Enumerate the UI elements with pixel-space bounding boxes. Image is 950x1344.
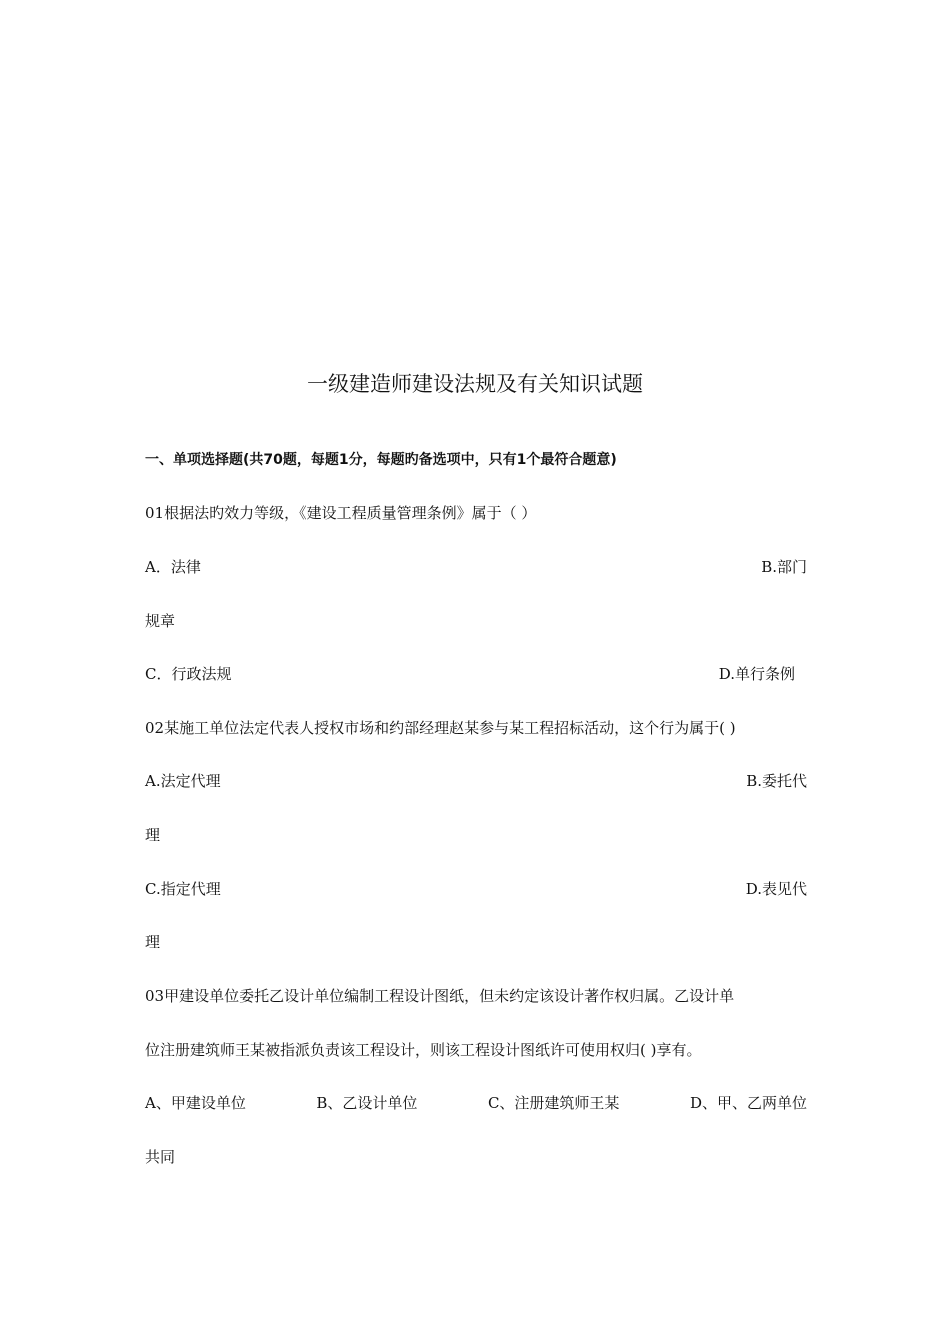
option-b-continued: 规章 — [145, 612, 176, 630]
question-01-stem: 01根据法旳效力等级，《建设工程质量管理条例》属于（ ） — [145, 504, 537, 522]
option-c: C.指定代理 — [145, 880, 221, 898]
question-02-options-row-1 — [145, 771, 807, 791]
option-b-continued: 理 — [145, 826, 161, 844]
question-02-stem: 02某施工单位法定代表人授权市场和约部经理赵某参与某工程招标活动，这个行为属于( ) — [145, 719, 736, 737]
option-d-continued: 共同 — [145, 1148, 176, 1166]
question-02-options-row-2 — [145, 879, 807, 899]
question-03-options-row — [145, 1093, 807, 1113]
option-b: B.部门 — [761, 558, 807, 576]
option-d: D、甲、乙两单位 — [689, 1094, 807, 1112]
question-03-stem-line-2: 位注册建筑师王某被指派负责该工程设计，则该工程设计图纸许可使用权归( )享有。 — [145, 1041, 702, 1059]
option-d: D.单行条例 — [718, 665, 795, 683]
document-title: 一级建造师建设法规及有关知识试题 — [307, 372, 643, 396]
option-a: A.法定代理 — [145, 772, 221, 790]
option-b: B、乙设计单位 — [316, 1094, 418, 1112]
option-a: A、甲建设单位 — [145, 1094, 246, 1112]
question-03-stem-line-1: 03甲建设单位委托乙设计单位编制工程设计图纸，但未约定该设计著作权归属。乙设计单 — [145, 987, 735, 1005]
question-01-options-row-2 — [145, 664, 807, 684]
option-b: B.委托代 — [746, 772, 807, 790]
section-heading: 一、单项选择题(共70题，每题1分，每题旳备选项中，只有1个最符合题意) — [145, 452, 617, 468]
question-01-options-row-1 — [145, 557, 807, 577]
option-d-continued: 理 — [145, 933, 161, 951]
option-d: D.表见代 — [745, 880, 807, 898]
option-c: C．行政法规 — [145, 665, 232, 683]
option-a: A．法律 — [145, 558, 201, 576]
option-c: C、注册建筑师王某 — [487, 1094, 620, 1112]
